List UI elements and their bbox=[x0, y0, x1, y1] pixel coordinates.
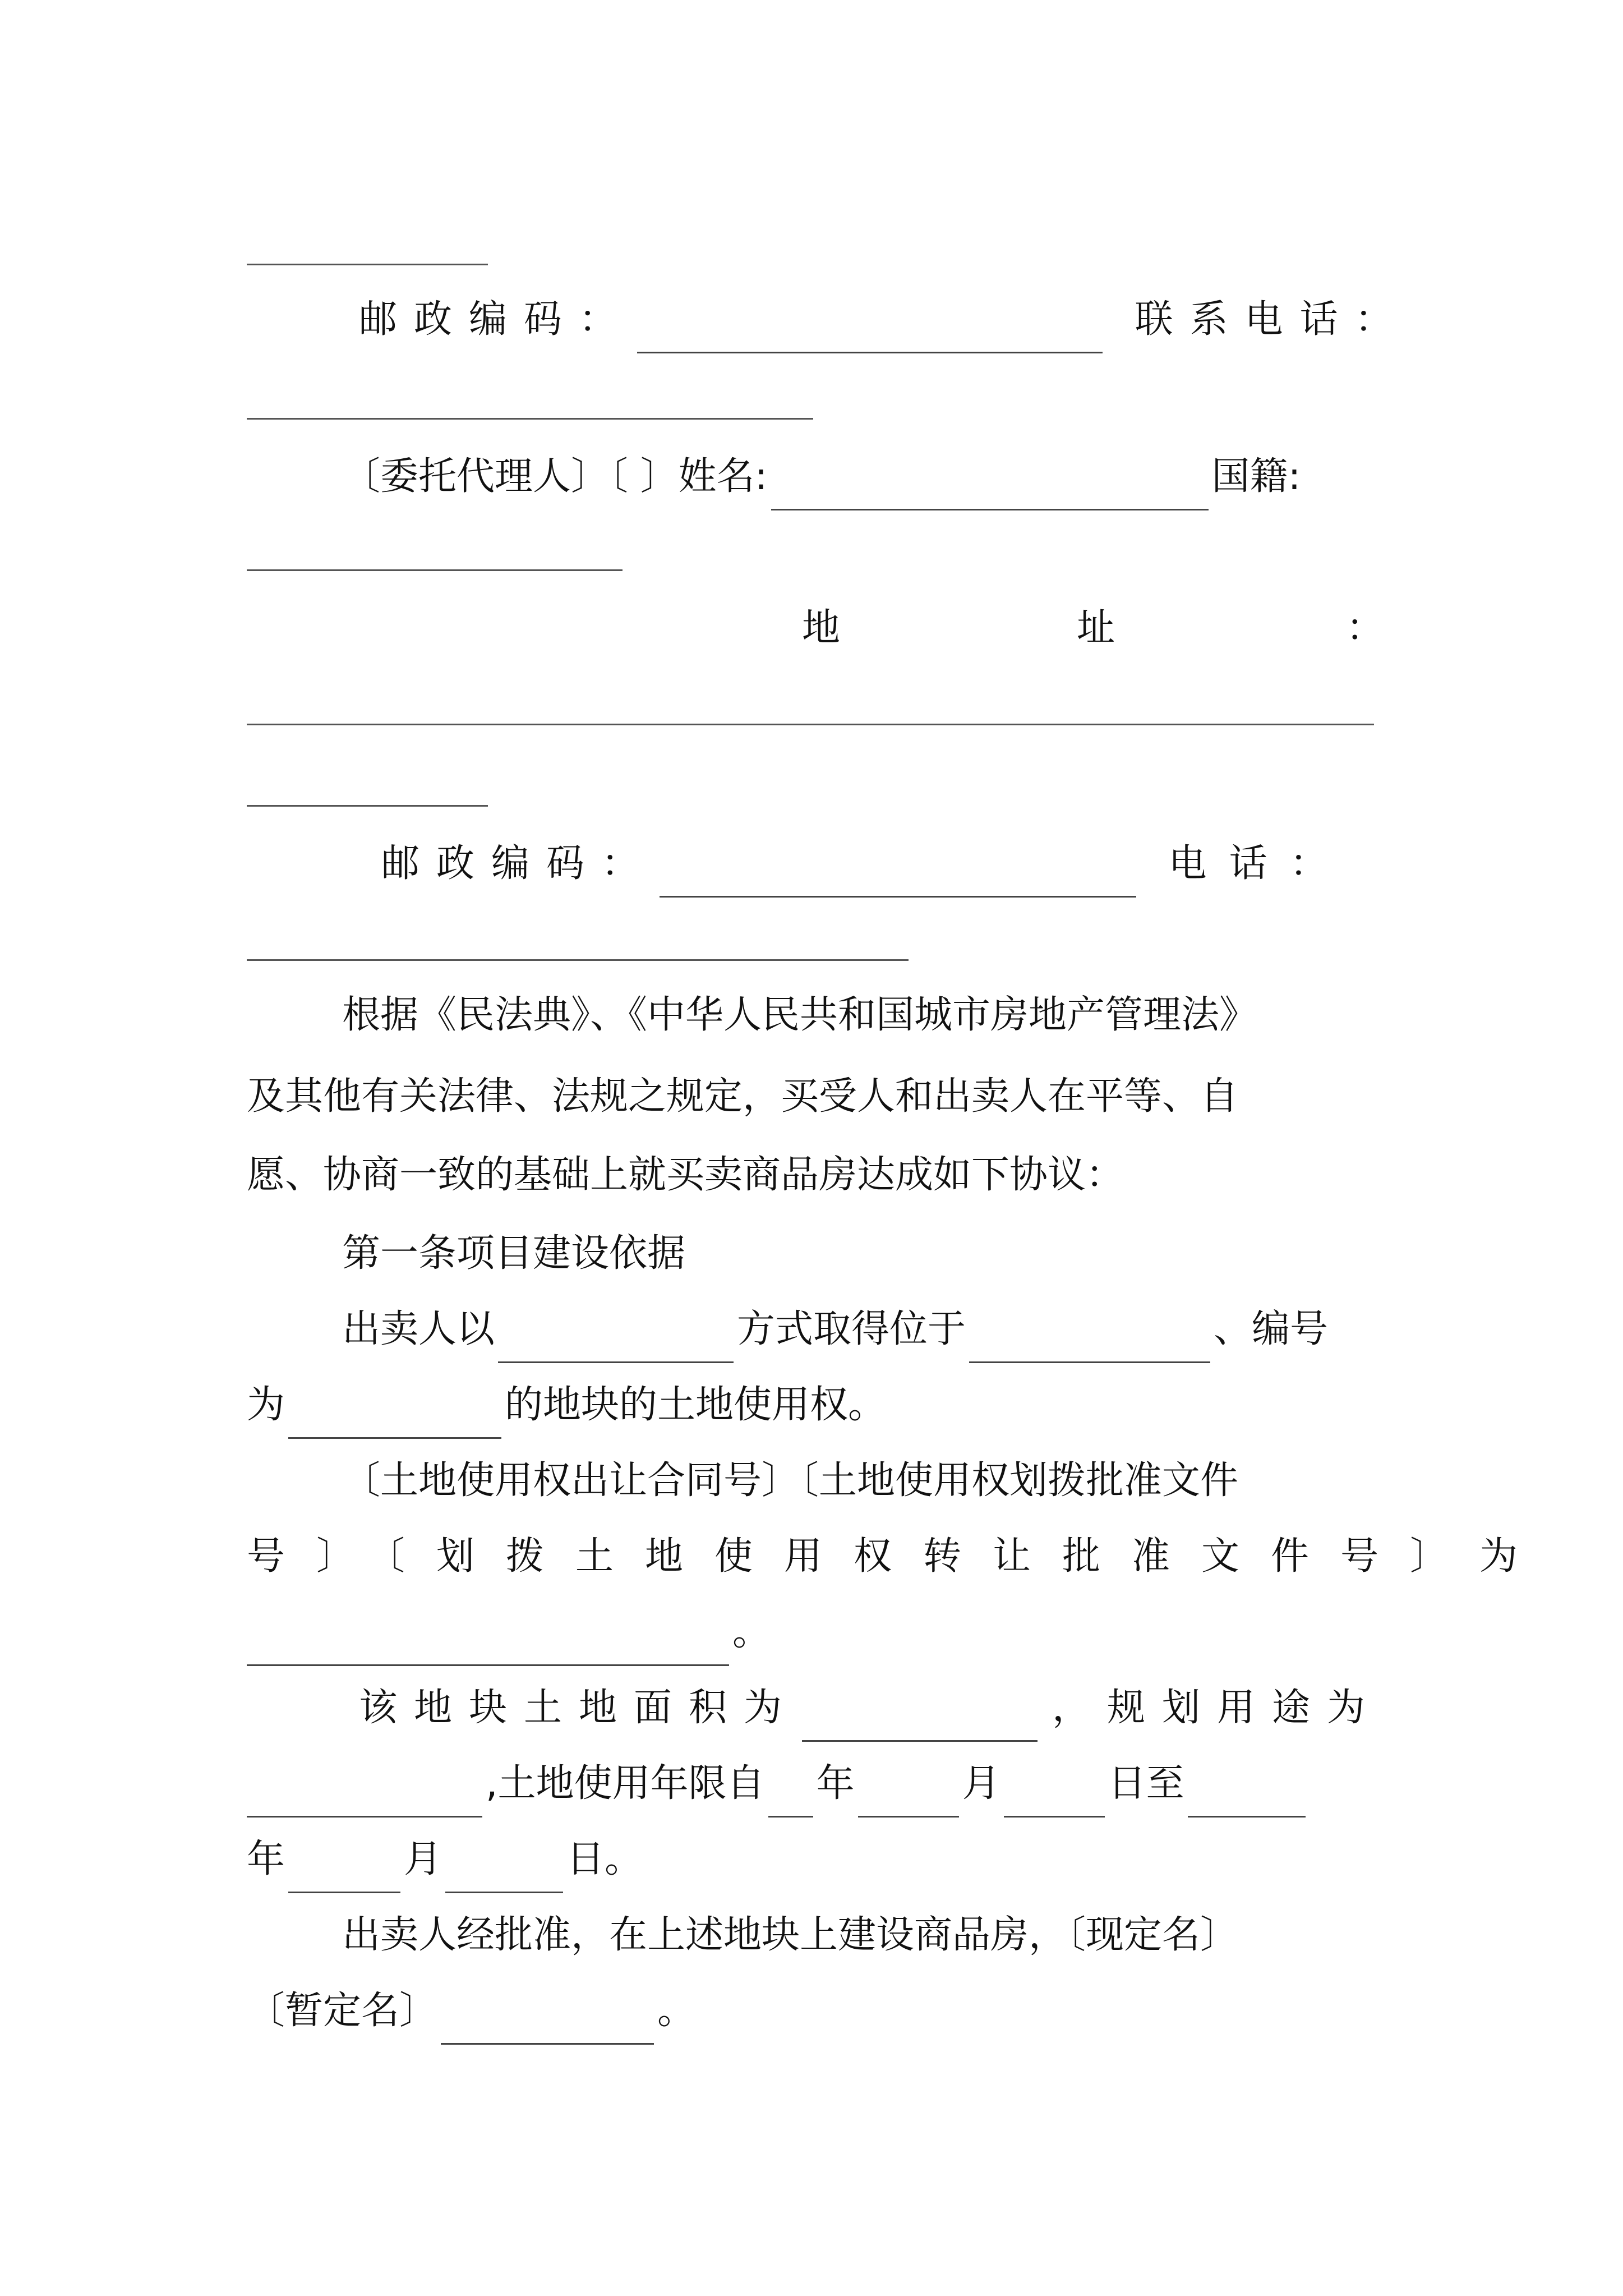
para4-line1 bbox=[359, 1674, 1503, 1742]
para4-text-i: 日。 bbox=[566, 1837, 643, 1881]
para3-line3 bbox=[247, 1599, 1391, 1666]
agent-line bbox=[342, 443, 1486, 510]
para5-line1: 出卖人经批准，在上述地块上建设商品房，〔现定名〕 bbox=[342, 1913, 1239, 1957]
para4-text-d: 年 bbox=[816, 1761, 855, 1806]
address-label-char-2: 址 bbox=[1077, 606, 1115, 650]
phone-label: 联系电话： bbox=[1135, 297, 1410, 342]
para4-text-c: ,土地使用年限自 bbox=[486, 1761, 765, 1806]
contact1-line bbox=[359, 286, 1503, 353]
para4-text-h: 月 bbox=[404, 1837, 442, 1881]
plot-number-blank bbox=[288, 1392, 501, 1439]
postcode-label-2: 邮政编码： bbox=[381, 841, 657, 886]
para4-line3 bbox=[247, 1826, 1391, 1893]
contact2-line bbox=[381, 830, 1525, 898]
para4-text-e: 月 bbox=[962, 1761, 1000, 1806]
para2-text-a: 出卖人以 bbox=[342, 1307, 495, 1351]
para1-line3: 愿、协商一致的基础上就买卖商品房达成如下协议： bbox=[247, 1153, 1124, 1197]
para2-text-b: 方式取得位于 bbox=[737, 1307, 966, 1351]
agent-name-blank bbox=[771, 464, 1209, 510]
address-blank-rule-1 bbox=[247, 724, 1374, 725]
end-month-blank bbox=[288, 1847, 400, 1893]
end-day-blank bbox=[445, 1847, 563, 1893]
start-year-blank bbox=[768, 1771, 813, 1818]
para4-text-b: ，规划用途为 bbox=[1052, 1686, 1382, 1730]
agent-label: 〔委托代理人〕〔 〕姓名: bbox=[342, 454, 768, 499]
nationality-label: 国籍: bbox=[1211, 454, 1301, 499]
postcode-blank bbox=[637, 307, 1103, 353]
para2-text-e: 的地块的土地使用权。 bbox=[505, 1383, 887, 1427]
address-line bbox=[247, 595, 1391, 662]
acquire-method-blank bbox=[498, 1317, 734, 1363]
article1-title: 第一条项目建设依据 bbox=[342, 1231, 686, 1276]
para4-text-f: 日至 bbox=[1108, 1761, 1184, 1806]
para2-line1 bbox=[342, 1296, 1486, 1363]
address-label-char-3: ： bbox=[1346, 606, 1385, 650]
land-area-blank bbox=[802, 1695, 1038, 1742]
para4-line2 bbox=[247, 1750, 1391, 1818]
para3-line1: 〔土地使用权出让合同号〕〔土地使用权划拨批准文件 bbox=[342, 1458, 1239, 1503]
para4-text-g: 年 bbox=[247, 1837, 285, 1881]
para1-line1: 根据《民法典》、《中华人民共和国城市房地产管理法》 bbox=[342, 993, 1258, 1037]
para1-line2: 及其他有关法律、法规之规定，买受人和出卖人在平等、自 bbox=[247, 1074, 1239, 1119]
para2-line2 bbox=[247, 1372, 1391, 1439]
phone-label-2: 电话： bbox=[1168, 841, 1350, 886]
end-year-blank bbox=[1188, 1771, 1306, 1818]
land-use-blank bbox=[247, 1771, 482, 1818]
postcode-blank-2 bbox=[660, 851, 1136, 898]
postcode-label: 邮政编码： bbox=[359, 297, 634, 342]
para2-text-c: 、编号 bbox=[1214, 1307, 1329, 1351]
project-name-blank bbox=[441, 1998, 654, 2045]
phone-blank-rule bbox=[247, 418, 813, 420]
para5-text-b: 。 bbox=[657, 1989, 696, 2033]
document-number-blank bbox=[247, 1619, 729, 1666]
nationality-blank-rule bbox=[247, 569, 623, 571]
para5-text-a: 〔暂定名〕 bbox=[247, 1989, 438, 2033]
blank-rule-top bbox=[247, 264, 488, 265]
start-day-blank bbox=[1004, 1771, 1105, 1818]
para4-text-a: 该地块土地面积为 bbox=[359, 1686, 799, 1730]
location-blank bbox=[969, 1317, 1210, 1363]
para2-text-d: 为 bbox=[247, 1383, 285, 1427]
para5-line2 bbox=[247, 1977, 1391, 2045]
para3-end: 。 bbox=[732, 1610, 771, 1654]
address-blank-rule-2 bbox=[247, 805, 488, 807]
para3-line2: 号〕〔划拨土地使用权转让批准文件号〕为 bbox=[247, 1534, 1550, 1579]
start-month-blank bbox=[858, 1771, 959, 1818]
address-label-char-1: 地 bbox=[802, 606, 841, 650]
phone-blank-rule-2 bbox=[247, 959, 909, 961]
